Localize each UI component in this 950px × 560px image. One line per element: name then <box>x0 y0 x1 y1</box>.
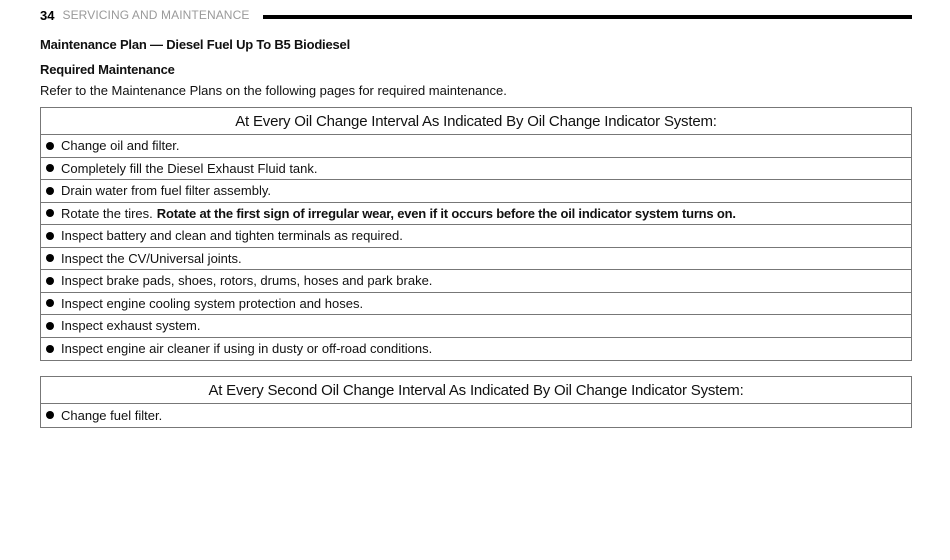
row-text: Drain water from fuel filter assembly. <box>61 183 271 199</box>
header-rule <box>263 15 912 19</box>
table-row <box>41 315 911 338</box>
row-text: Inspect the CV/Universal joints. <box>61 250 242 266</box>
table-row <box>41 158 911 181</box>
bullet-icon <box>46 345 54 353</box>
bullet-icon <box>46 322 54 330</box>
table-row <box>41 404 911 427</box>
row-text: Rotate the tires. <box>61 205 153 221</box>
table-rows <box>41 135 911 360</box>
bullet-icon <box>46 254 54 262</box>
page-title: Maintenance Plan — Diesel Fuel Up To B5 Biodiesel <box>40 37 350 52</box>
table-row <box>41 180 911 203</box>
bullet-icon <box>46 232 54 240</box>
table-rows <box>41 404 911 427</box>
table-row <box>41 270 911 293</box>
page-header <box>40 7 912 23</box>
row-text: Inspect engine cooling system protection and hoses. <box>61 295 364 311</box>
row-text: Change fuel filter. <box>61 407 163 423</box>
row-text: Inspect exhaust system. <box>61 318 201 334</box>
row-text: Completely fill the Diesel Exhaust Fluid tank. <box>61 160 318 176</box>
table-row <box>41 135 911 158</box>
table-row <box>41 338 911 361</box>
row-text: Change oil and filter. <box>61 138 180 154</box>
table-row <box>41 293 911 316</box>
section-name: SERVICING AND MAINTENANCE <box>62 8 250 22</box>
bullet-icon <box>46 411 54 419</box>
bullet-icon <box>46 142 54 150</box>
row-text: Inspect brake pads, shoes, rotors, drums, hoses and park brake. <box>61 273 433 289</box>
row-text: Inspect battery and clean and tighten terminals as required. <box>61 228 403 244</box>
table-row <box>41 225 911 248</box>
bullet-icon <box>46 277 54 285</box>
table-heading: At Every Second Oil Change Interval As Indicated By Oil Change Indicator System: <box>41 377 911 404</box>
table-heading: At Every Oil Change Interval As Indicated By Oil Change Indicator System: <box>41 108 911 135</box>
page-number: 34 <box>40 7 55 23</box>
bullet-icon <box>46 209 54 217</box>
intro-text: Refer to the Maintenance Plans on the following pages for required maintenance. <box>40 83 507 98</box>
row-text: Inspect engine air cleaner if using in dusty or off-road conditions. <box>61 341 433 357</box>
subheading: Required Maintenance <box>40 62 175 77</box>
bullet-icon <box>46 187 54 195</box>
maintenance-table-every-second-oil-change <box>40 376 912 428</box>
maintenance-table-every-oil-change <box>40 107 912 361</box>
table-row <box>41 248 911 271</box>
bullet-icon <box>46 164 54 172</box>
row-note: Rotate at the first sign of irregular wear, even if it occurs before the oil indicator system turns on. <box>156 205 736 221</box>
bullet-icon <box>46 299 54 307</box>
table-row <box>41 203 911 226</box>
